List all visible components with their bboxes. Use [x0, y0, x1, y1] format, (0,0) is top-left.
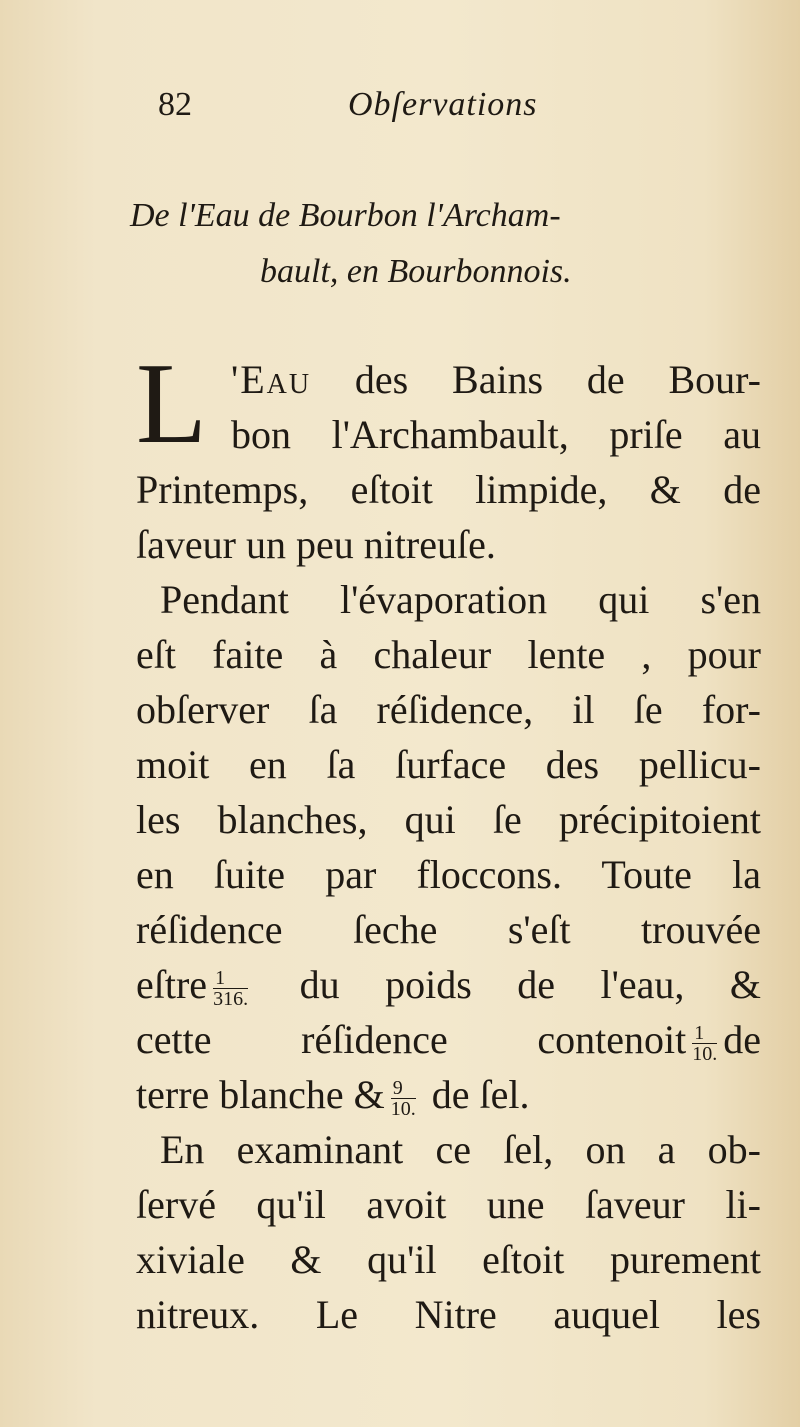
text-line: obſerver ſa réſidence, il ſe for-: [136, 687, 761, 732]
text-line: Printemps, eſtoit limpide, & de: [136, 467, 761, 512]
small-caps-word: 'Eau: [231, 357, 312, 402]
text-line: réſidence ſeche s'eſt trouvée: [136, 907, 761, 952]
text-line: bon l'Archambault, priſe au: [231, 412, 761, 457]
fraction-denominator: 10.: [692, 1043, 718, 1066]
body-text: [136, 340, 761, 1342]
text-line: en ſuite par floccons. Toute la: [136, 852, 761, 897]
text-span: cette réſidence contenoit: [136, 1017, 687, 1062]
heading-line-1: De l'Eau de Bourbon l'Archam-: [130, 197, 561, 234]
text-line: xiviale & qu'il eſtoit purement: [136, 1237, 761, 1282]
text-span: des Bains de Bour-: [311, 357, 761, 402]
heading-line-2: bault, en Bourbonnois.: [260, 253, 572, 290]
text-line: nitreux. Le Nitre auquel les: [136, 1292, 761, 1337]
text-line: ſaveur un peu nitreuſe.: [136, 522, 496, 567]
text-line: les blanches, qui ſe précipitoient: [136, 797, 761, 842]
text-line: ſervé qu'il avoit une ſaveur li-: [136, 1182, 761, 1227]
text-line: [136, 1012, 761, 1067]
fraction-numerator: 1: [213, 968, 248, 989]
fraction-numerator: 1: [692, 1023, 717, 1044]
text-span: de: [723, 1017, 761, 1062]
running-head: [158, 86, 718, 134]
fraction: [213, 968, 248, 1009]
text-line: [136, 1067, 761, 1122]
drop-cap: L: [136, 340, 207, 468]
text-line: moit en ſa ſurface des pellicu-: [136, 742, 761, 787]
text-line: [136, 957, 761, 1012]
text-line: eſt faite à chaleur lente , pour: [136, 632, 761, 677]
running-title: Obſervations: [348, 86, 538, 123]
text-span: terre blanche &: [136, 1072, 385, 1117]
text-span: eſtre: [136, 962, 208, 1007]
text-span: de ſel.: [421, 1072, 530, 1117]
fraction-numerator: 9: [391, 1078, 416, 1099]
text-span: du poids de l'eau, &: [254, 962, 761, 1007]
page-number: 82: [158, 86, 192, 123]
text-line: [136, 352, 761, 407]
fraction: [391, 1078, 416, 1119]
text-line: Pendant l'évaporation qui s'en: [160, 577, 761, 622]
fraction-denominator: 10.: [390, 1098, 416, 1121]
text-line: En examinant ce ſel, on a ob-: [160, 1127, 761, 1172]
section-heading: [130, 188, 770, 300]
fraction-denominator: 316.: [213, 988, 249, 1011]
fraction: [692, 1023, 717, 1064]
